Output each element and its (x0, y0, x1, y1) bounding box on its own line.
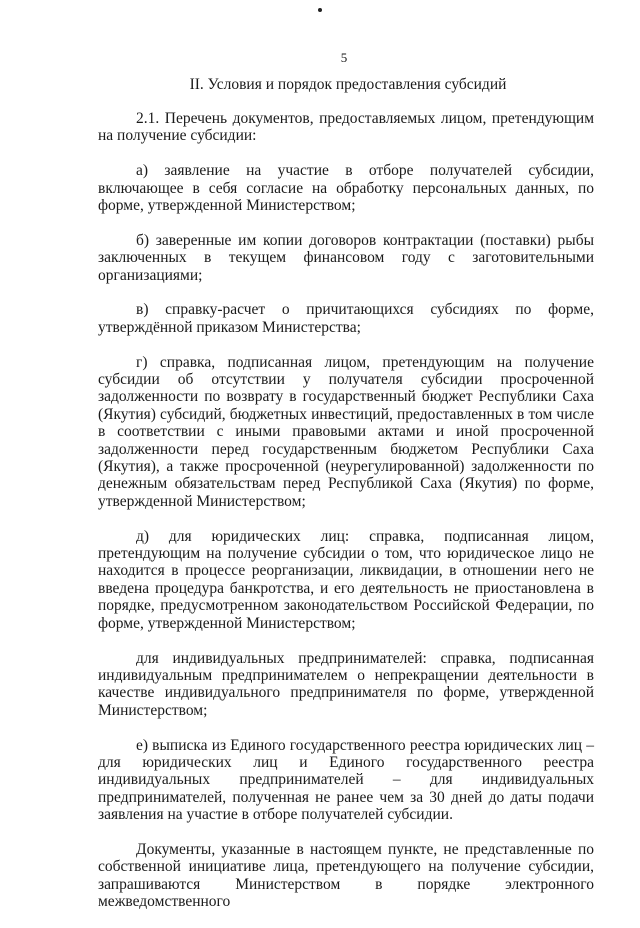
scan-dot-mark (318, 8, 322, 12)
paragraph-d-individual: для индивидуальных предпринимателей: справка, подписанная индивидуальным предпринимателем о непрекращении деятельности в качестве индивидуального предпринимателя по форме, утвержденной Министерством; (98, 649, 594, 719)
paragraph-a: а) заявление на участие в отборе получателей субсидии, включающее в себя согласие на обработку персональных данных, по форме, утвержденной Министерством; (98, 162, 594, 215)
paragraph-e: е) выписка из Единого государственного реестра юридических лиц – для юридических лиц и Единого государственного реестра индивидуальных предпринимателей – для индивидуальных предпринимателей, полученная не ранее чем за 30 дней до даты подачи заявления на участие в отборе получателей субсидии. (98, 736, 594, 824)
paragraph-v: в) справку-расчет о причитающихся субсидиях по форме, утверждённой приказом Министерства; (98, 301, 594, 336)
page-number: 5 (340, 50, 348, 65)
section-title: II. Условия и порядок предоставления субсидий (189, 76, 507, 93)
paragraph-g: г) справка, подписанная лицом, претендующим на получение субсидии об отсутствии у получателя субсидии просроченной задолженности по возврату в государственный бюджет Республики Саха (Якутия) субсидий, бюджетных инвестиций, предоставленных в том числе в соответствии с иными правовыми актами и иной просроченной задолженности перед государственным бюджетом Республики Саха (Якутия), а также просроченной (неурегулированной) задолженности по денежным обязательствам перед Республикой Саха (Якутия) по форме, утвержденной Министерством; (98, 353, 594, 510)
paragraph-d-legal: д) для юридических лиц: справка, подписанная лицом, претендующим на получение субсидии о том, что юридическое лицо не находится в процессе реорганизации, ликвидации, в отношении него не введена процедура банкротства, и его деятельность не приостановлена в порядке, предусмотренном законодательством Российской Федерации, по форме, утвержденной Министерством; (98, 527, 594, 632)
paragraph-documents-note: Документы, указанные в настоящем пункте, не представленные по собственной инициативе лица, претендующего на получение субсидии, запрашиваются Министерством в порядке электронного межведомственного (98, 840, 594, 911)
paragraph-2-1: 2.1. Перечень документов, предоставляемых лицом, претендующим на получение субсидии: (98, 110, 594, 145)
document-body (98, 110, 594, 928)
paragraph-b: б) заверенные им копии договоров контрактации (поставки) рыбы заключенных в текущем финансовом году с заготовительными организациями; (98, 231, 594, 284)
